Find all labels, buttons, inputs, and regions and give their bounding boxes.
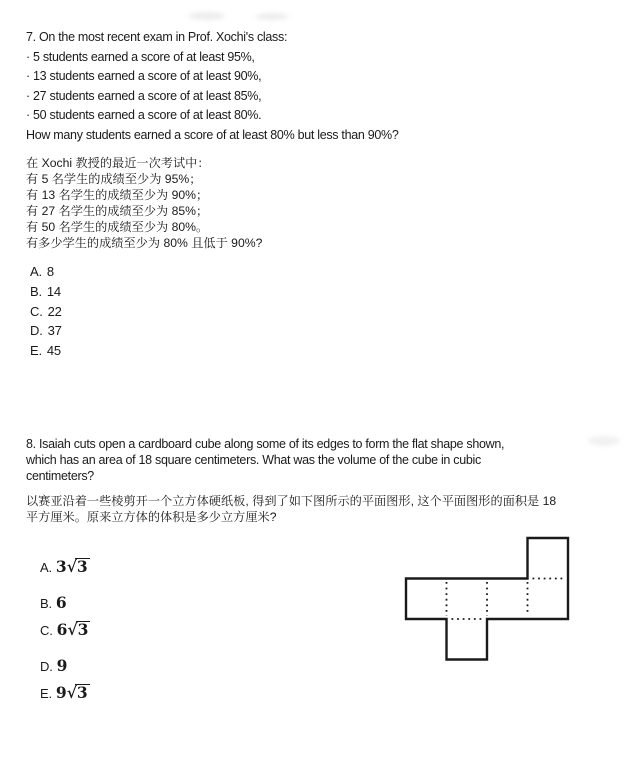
question8-cn-line: 以赛亚沿着一些棱剪开一个立方体硬纸板, 得到了如下图所示的平面图形, 这个平面图形的面积是 18	[26, 494, 557, 508]
option-value: 14	[46, 283, 61, 299]
option-row-b: B. 6	[40, 593, 67, 612]
question7-cn-line: 有 5 名学生的成绩至少为 95%；	[26, 172, 202, 186]
question7-bullet: · 13 students earned a score of at least 90%,	[26, 69, 262, 84]
option-value: 6	[55, 593, 67, 612]
scan-smudge	[189, 12, 225, 20]
question7-cn-line: 有 50 名学生的成绩至少为 80%。	[26, 220, 209, 234]
question7-cn-line: 有 13 名学生的成绩至少为 90%；	[26, 188, 209, 202]
sqrt-icon: √	[67, 620, 78, 639]
cube-net-diagram	[404, 536, 570, 662]
option-value: 9	[56, 656, 68, 675]
option-row-a: A. 3√3	[40, 557, 88, 576]
option-row-a: A. 8	[30, 264, 54, 279]
question8-line: centimeters?	[26, 469, 94, 484]
sqrt-icon: √	[66, 683, 77, 702]
question8-line: 8. Isaiah cuts open a cardboard cube along some of its edges to form the flat shape shown,	[26, 437, 505, 451]
question7-cn-line: 有 27 名学生的成绩至少为 85%；	[26, 204, 209, 218]
option-value: 45	[46, 343, 61, 359]
question7-cn-line: 有多少学生的成绩至少为 80% 且低于 90%?	[26, 236, 263, 250]
option-value: 9√3	[55, 683, 88, 702]
scan-smudge	[588, 436, 620, 446]
option-row-e: E. 45	[30, 343, 61, 359]
question7-cn-line: 在 Xochi 教授的最近一次考试中：	[26, 156, 210, 170]
option-value: 22	[47, 303, 62, 319]
question7-english	[26, 28, 399, 146]
question7-bullet: · 27 students earned a score of at least 85%,	[26, 88, 262, 103]
question7-question: How many students earned a score of at least 80% but less than 90%?	[26, 127, 399, 142]
option-value: 37	[47, 323, 62, 339]
option-row-e: E. 9√3	[40, 683, 88, 702]
option-row-c: C. 6√3	[40, 620, 89, 639]
question8-english	[26, 436, 504, 485]
question7-intro: 7. On the most recent exam in Prof. Xochi's class:	[26, 30, 288, 44]
question7-bullet: · 50 students earned a score of at least 80%.	[26, 108, 262, 123]
question8-line: which has an area of 18 square centimeters. What was the volume of the cube in cubic	[26, 453, 481, 468]
option-value: 8	[46, 264, 54, 279]
option-value: 6√3	[56, 620, 89, 639]
option-row-c: C. 22	[30, 303, 62, 319]
option-row-d: D. 9	[40, 656, 68, 675]
question7-options	[30, 262, 62, 361]
question7-bullet: · 5 students earned a score of at least 95%,	[26, 49, 255, 64]
option-row-b: B. 14	[30, 283, 61, 299]
scan-smudge	[256, 13, 288, 20]
cube-net-outline	[406, 538, 568, 660]
question8-cn-line: 平方厘米。原来立方体的体积是多少立方厘米?	[26, 510, 277, 524]
option-row-d: D. 37	[30, 323, 62, 339]
sqrt-icon: √	[66, 557, 77, 576]
option-value: 3√3	[55, 557, 88, 576]
question7-chinese	[26, 155, 262, 251]
question8-chinese	[26, 493, 556, 525]
